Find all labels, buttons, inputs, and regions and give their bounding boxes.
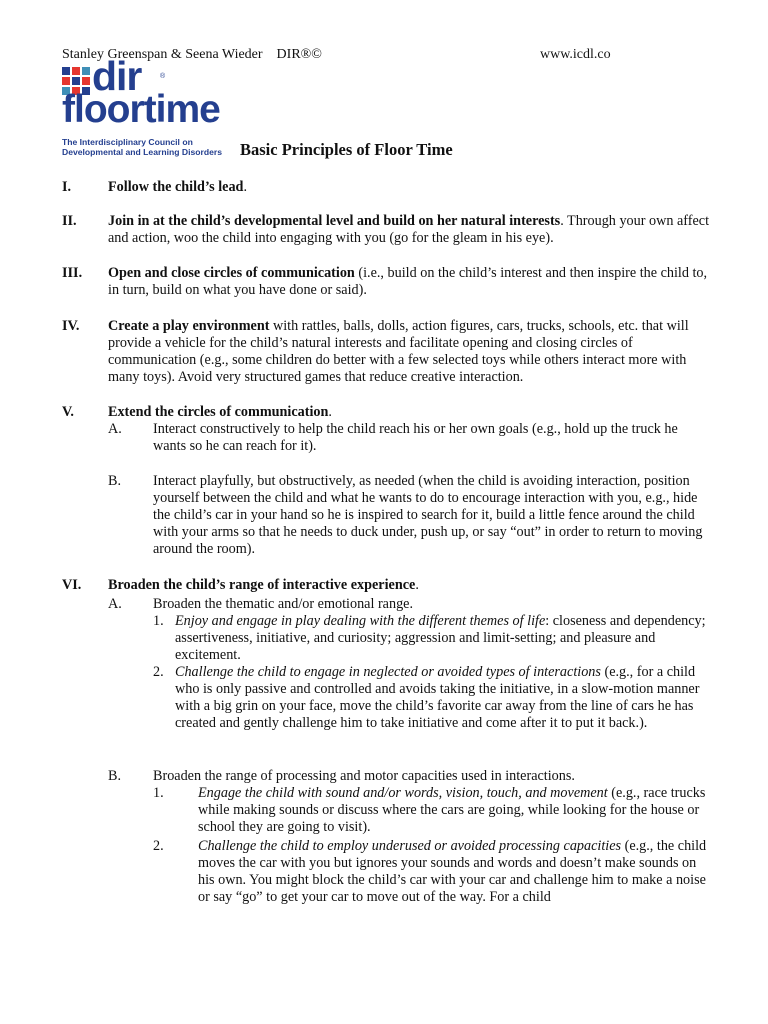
sub-item-label: 1.	[153, 613, 164, 629]
principle-body: .	[243, 179, 247, 195]
sub-item-label: B.	[108, 473, 122, 489]
principle-text	[108, 265, 712, 299]
sub-item-label: A.	[108, 421, 122, 437]
sub-section-label: A.	[108, 596, 122, 612]
sub-item-emphasis: Challenge the child to engage in neglected or avoided types of interactions	[175, 664, 601, 680]
principle-heading: Create a play environment	[108, 318, 270, 334]
sub-item-text: Interact playfully, but obstructively, as needed (when the child is avoiding interaction, position yourself between the child and what he wants to do to encourage interaction with you, e.g., hide the child’s car in your hand so he is inspired to search for it, build a little fence around the child with your arms so that he needs to duck under, push up, or say “out” in order to return to moving around the room).	[153, 473, 703, 557]
header-authors: Stanley Greenspan & Seena Wieder DIR®©	[62, 47, 322, 62]
logo-word-floortime: floortime	[62, 88, 220, 131]
sub-section-text: Broaden the range of processing and motor capacities used in interactions.	[153, 768, 575, 784]
principle-body: .	[415, 577, 419, 593]
principle-numeral: VI.	[62, 577, 82, 593]
principle-heading: Follow the child’s lead	[108, 179, 244, 195]
sub-item-body: : closeness and dependency; assertiveness, initiative, and curiosity; aggression and limit-setting; and pleasure and excitement.	[175, 613, 706, 663]
principle-heading: Join in at the child’s developmental level and build on her natural interests	[108, 213, 561, 229]
sub-item-text: Interact constructively to help the child reach his or her own goals (e.g., hold up the truck he wants so he can reach for it).	[153, 421, 678, 454]
logo-tagline-line1: The Interdisciplinary Council on	[62, 137, 193, 147]
sub-item-emphasis: Enjoy and engage in play dealing with the different themes of life	[175, 613, 546, 629]
logo-tagline-line2: Developmental and Learning Disorders	[62, 147, 222, 157]
logo-registered: ®	[160, 73, 166, 80]
principle-text	[108, 404, 712, 421]
sub-section-label: B.	[108, 768, 122, 784]
principle-numeral: I.	[62, 179, 72, 195]
sub-item-text	[198, 838, 712, 906]
principle-heading: Extend the circles of communication	[108, 404, 329, 420]
principle-numeral: V.	[62, 404, 74, 420]
sub-item-emphasis: Engage the child with sound and/or words, vision, touch, and movement	[198, 785, 608, 801]
sub-item-text	[175, 613, 712, 664]
dir-floortime-logo	[62, 53, 242, 160]
principle-body: .	[328, 404, 332, 420]
sub-item-label: 1.	[153, 785, 164, 801]
principle-body: (i.e., build on the child’s interest and then inspire the child to, in turn, build on what you have done or said).	[108, 265, 708, 298]
principle-numeral: II.	[62, 213, 77, 229]
principle-heading: Broaden the child’s range of interactive experience	[108, 577, 416, 593]
sub-item-emphasis: Challenge the child to employ underused or avoided processing capacities	[198, 838, 622, 854]
sub-section-text: Broaden the thematic and/or emotional range.	[153, 596, 414, 612]
sub-item-body: (e.g., for a child who is only passive and controlled and avoids taking the initiative, in a slow-motion manner with a big grin on your face, move the child’s favorite car away from the line of cars he has created and gently challenge him to take initiative and come after it to put it back.).	[175, 664, 700, 731]
principle-text	[108, 179, 712, 196]
principle-body: with rattles, balls, dolls, action figures, cars, trucks, schools, etc. that will provide a vehicle for the child’s natural interests and facilitate opening and closing circles of communication (e.g., some children do better with a few selected toys while others interact more with many toys). Avoid very structured games that reduce creative interaction.	[108, 318, 689, 385]
logo-tagline	[62, 137, 222, 157]
principle-numeral: III.	[62, 265, 83, 281]
header-website: www.icdl.co	[540, 47, 611, 62]
sub-item-label: 2.	[153, 664, 164, 680]
principle-text	[108, 318, 712, 386]
principle-heading: Open and close circles of communication	[108, 265, 355, 281]
document-title: Basic Principles of Floor Time	[240, 140, 453, 159]
principle-numeral: IV.	[62, 318, 80, 334]
logo-word-dir: dir	[92, 53, 142, 99]
principle-text	[108, 213, 712, 247]
principle-body: . Through your own affect and action, woo the child into engaging with you (go for the gleam in his eye).	[108, 213, 710, 246]
principle-text	[108, 577, 712, 594]
sub-item-body: (e.g., race trucks while making sounds or discuss where the cars are going, while looking for the house or school they are going to visit).	[198, 785, 706, 835]
sub-item-text	[175, 664, 712, 732]
sub-item-text	[198, 785, 712, 836]
sub-item-label: 2.	[153, 838, 164, 854]
sub-item-body: (e.g., the child moves the car with you but ignores your sounds and words and doesn’t make sounds on his own. You might block the child’s car with your car and challenge him to make a noise or say “go” to get your car to move out of the way. For a child	[198, 838, 707, 905]
